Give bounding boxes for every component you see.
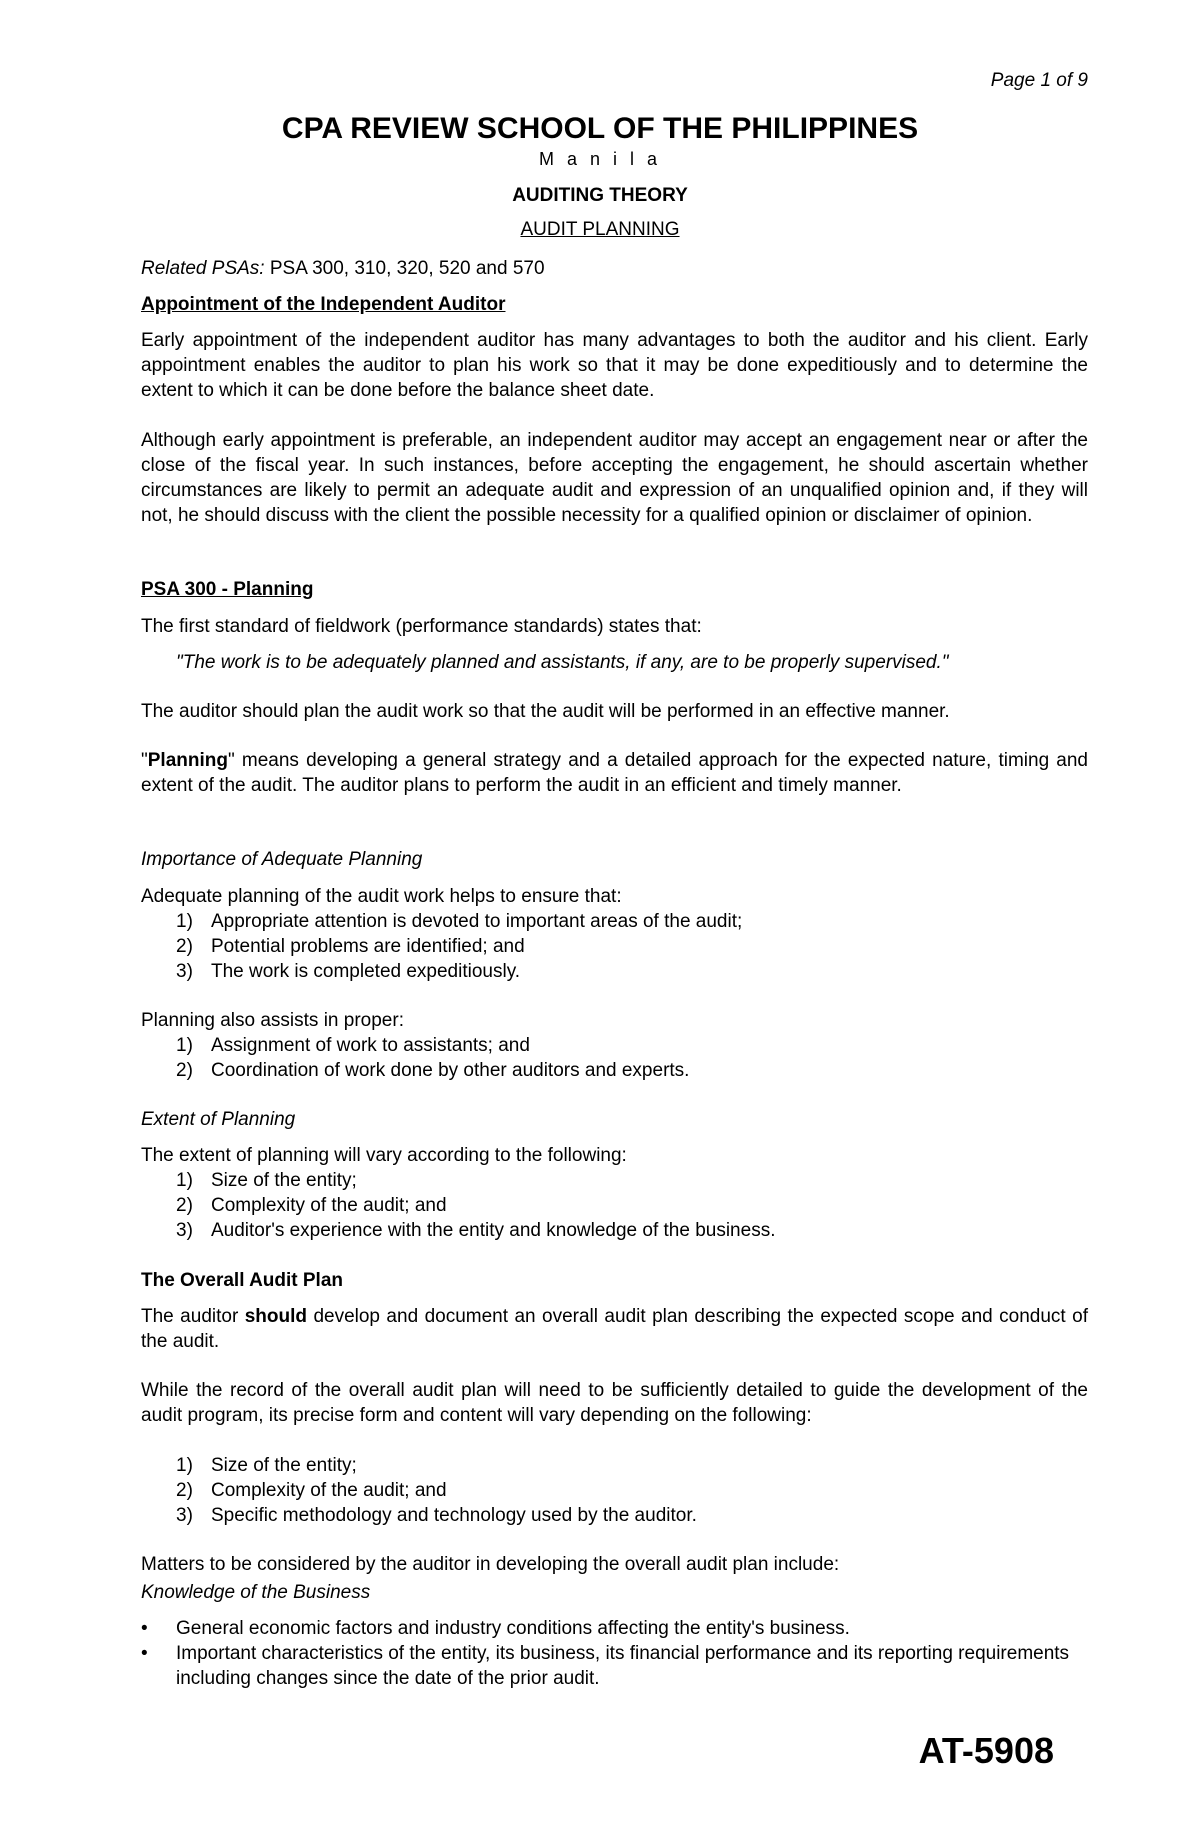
list-item: 1) Size of the entity;: [176, 1170, 357, 1191]
importance-intro: Adequate planning of the audit work helps to ensure that:: [141, 886, 622, 907]
psa300-paragraph-1: The auditor should plan the audit work so that the audit will be performed in an effective manner.: [141, 701, 950, 722]
planning-term: Planning: [147, 750, 228, 771]
subject-title: AUDITING THEORY: [512, 185, 688, 206]
planning-assists-intro: Planning also assists in proper:: [141, 1010, 404, 1031]
should-emphasis: should: [244, 1306, 307, 1327]
overall-plan-paragraph-1: The auditor should develop and document an overall audit plan describing the expected scope and conduct of the audit.: [141, 1306, 1088, 1352]
appointment-heading: Appointment of the Independent Auditor: [141, 294, 506, 315]
bullet-icon: •: [141, 1618, 148, 1639]
importance-list: [176, 909, 742, 984]
bullet-icon: •: [141, 1643, 148, 1664]
extent-heading: Extent of Planning: [141, 1109, 296, 1130]
planning-definition-text: " means developing a general strategy and a detailed approach for the expected nature, timing and extent of the audit. The auditor plans to perform the audit in an efficient and timely manner.: [141, 750, 1088, 796]
knowledge-heading: Knowledge of the Business: [141, 1582, 371, 1603]
related-psas: [141, 256, 1088, 281]
list-item: • Important characteristics of the entity, its business, its financial performance and its reporting requirements including changes since the date of the prior audit.: [141, 1643, 1070, 1689]
matters-intro: Matters to be considered by the auditor in developing the overall audit plan include:: [141, 1554, 840, 1575]
list-item: 3) Specific methodology and technology used by the auditor.: [176, 1505, 697, 1526]
appointment-paragraph-1: Early appointment of the independent auditor has many advantages to both the auditor and his client. Early appointment enables the auditor to plan his work so that it may be done expeditiously and to determine the extent to which it can be done before the balance sheet date.: [141, 330, 1088, 401]
planning-open-quote: ": [141, 750, 148, 771]
list-item: 1) Assignment of work to assistants; and: [176, 1035, 530, 1056]
appointment-paragraph-2: Although early appointment is preferable, an independent auditor may accept an engagement near or after the close of the fiscal year. In such instances, before accepting the engagement, he should ascertain whether circumstances are likely to permit an adequate audit and expression of an unqualified opinion and, if they will not, he should discuss with the client the possible necessity for a qualified opinion or disclaimer of opinion.: [141, 430, 1088, 526]
topic-title: AUDIT PLANNING: [520, 219, 680, 240]
overall-plan-heading: The Overall Audit Plan: [141, 1270, 344, 1291]
list-item: 1) Size of the entity;: [176, 1455, 357, 1476]
planning-assists-list: [176, 1033, 689, 1083]
list-item: 3) The work is completed expeditiously.: [176, 961, 521, 982]
list-item: 3) Auditor's experience with the entity and knowledge of the business.: [176, 1220, 776, 1241]
extent-intro: The extent of planning will vary according to the following:: [141, 1145, 627, 1166]
related-psas-value: PSA 300, 310, 320, 520 and 570: [264, 258, 545, 279]
list-item: 2) Coordination of work done by other auditors and experts.: [176, 1060, 690, 1081]
overall-plan-paragraph-2: While the record of the overall audit plan will need to be sufficiently detailed to guide the development of the audit program, its precise form and content will vary depending on the following:: [141, 1380, 1088, 1426]
overall-plan-list: [176, 1453, 697, 1528]
page-number: Page 1 of 9: [990, 70, 1088, 91]
psa300-intro: The first standard of fieldwork (performance standards) states that:: [141, 616, 702, 637]
list-item: 2) Potential problems are identified; and: [176, 936, 525, 957]
importance-heading: Importance of Adequate Planning: [141, 849, 423, 870]
planning-definition: [141, 748, 1088, 798]
related-psas-label: Related PSAs:: [141, 258, 265, 279]
list-item: 1) Appropriate attention is devoted to important areas of the audit;: [176, 911, 743, 932]
psa300-heading: PSA 300 - Planning: [141, 579, 314, 600]
document-code: AT-5908: [918, 1730, 1054, 1771]
city: M a n i l a: [538, 149, 662, 169]
knowledge-bullets: [141, 1616, 1088, 1691]
psa300-quote: "The work is to be adequately planned and assistants, if any, are to be properly supervised.": [176, 652, 949, 673]
extent-list: [176, 1168, 775, 1243]
school-title: CPA REVIEW SCHOOL OF THE PHILIPPINES: [281, 112, 919, 145]
list-item: 2) Complexity of the audit; and: [176, 1480, 447, 1501]
list-item: 2) Complexity of the audit; and: [176, 1195, 447, 1216]
list-item: • General economic factors and industry conditions affecting the entity's business.: [141, 1618, 850, 1639]
